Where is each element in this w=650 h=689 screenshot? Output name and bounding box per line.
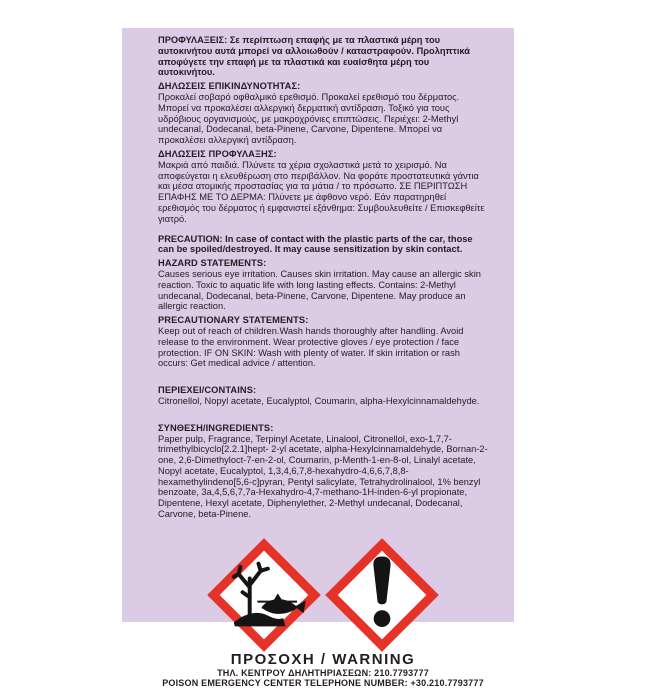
section-precautionary-statements-greek <box>158 149 488 225</box>
section-text: Keep out of reach of children.Wash hands thoroughly after handling. Avoid release to the environment. Wear protective gloves / eye protection / face protection. IF ON SKIN: Wash with plenty of water. If skin irritation or rash occurs: Get medical advice / attention. <box>158 325 464 369</box>
poison-center-phone-english: POISON EMERGENCY CENTER TELEPHONE NUMBER: +30.210.7793777 <box>162 678 484 689</box>
section-heading: PRECAUTIONARY STATEMENTS: <box>158 315 309 326</box>
section-text: ΠΡΟΦΥΛΑΞΕΙΣ: Σε περίπτωση επαφής με τα πλαστικά μέρη του αυτοκινήτου αυτά μπορεί να αλλοιωθούν / καταστραφούν. Προληπτικά αποφύγετε την επαφή με τα πλαστικά και ευαίσθητα μέρη του αυτοκινήτου. <box>158 35 470 78</box>
section-heading: ΣΥΝΘΕΣΗ/INGREDIENTS: <box>158 422 274 433</box>
section-heading: HAZARD STATEMENTS: <box>158 258 267 269</box>
section-text: Paper pulp, Fragrance, Terpinyl Acetate, Linalool, Citronellol, exo-1,7,7-trimethylbicyclo[2.2.1]hept- 2-yl acetate, alpha-Hexylcinnamaldehyde, Bornan-2-one, 2,6-Dimethyloct-7-en-2-ol, Coumarin, p-Menth-1-en-8-ol, Linalyl acetate, Nopyl acetate, Eucalyptol, 1,3,4,6,7,8-hexahydro-4,6,6,7,8,8-hexamethylindeno[5,6-c]pyran, Pentyl salicylate, Tetrahydrolinalool, 1% benzyl benzoate, 3a,4,5,6,7,7a-Hexahydro-4,7-methano-1H-inden-6-yl propionate, Dipentene, Hexyl acetate, Diphenylether, 2-Methyl undecanal, Dodecanal, Carvone, beta-Pinene. <box>158 433 488 520</box>
signal-word-warning: ΠΡΟΣΟΧΗ / WARNING <box>230 650 416 668</box>
section-heading: ΠΕΡΙΕΧΕΙ/CONTAINS: <box>158 385 257 396</box>
label-text-column <box>122 28 514 689</box>
section-heading: ΔΗΛΩΣΕΙΣ ΕΠΙΚΙΝΔΥΝΟΤΗΤΑΣ: <box>158 81 301 92</box>
ghs-pictogram-row <box>158 540 488 650</box>
section-hazard-statements-greek <box>158 81 488 146</box>
section-text: Citronellol, Nopyl acetate, Eucalyptol, Coumarin, alpha-Hexylcinnamaldehyde. <box>158 395 480 406</box>
section-hazard-statements-english <box>158 258 488 312</box>
section-text: Causes serious eye irritation. Causes skin irritation. May cause an allergic skin reaction. Toxic to aquatic life with long lasting effects. Contains: 2-Methyl undecanal, Dodecanal, beta-Pinene, Carvone, Dipentene. May produce an allergic reaction. <box>158 268 481 312</box>
section-contains <box>158 385 488 407</box>
poison-center-phone-greek: ΤΗΛ. ΚΕΝΤΡΟΥ ΔΗΛΗΤΗΡΙΑΣΕΩΝ: 210.7793777 <box>217 667 429 678</box>
section-text: Μακριά από παιδιά. Πλύνετε τα χέρια σχολαστικά μετά το χειρισμό. Να αποφεύγεται η ελευθέρωση στο περιβάλλον. Να φοράτε προστατευτικά γάντια και μέσα ατομικής προστασίας για τα μάτια / το πρόσωπο. ΣΕ ΠΕΡΙΠΤΩΣΗ ΕΠΑΦΗΣ ΜΕ ΤΟ ΔΕΡΜΑ: Πλύνετε με άφθονο νερό. Εάν παρατηρηθεί ερεθισμός του δέρματος ή εμφανιστεί εξάνθημα: Συμβουλευθείτε / Επισκεφθείτε γιατρό. <box>158 159 485 224</box>
section-precautionary-statements-english <box>158 315 488 369</box>
product-safety-label <box>122 28 514 689</box>
section-text: Προκαλεί σοβαρό οφθαλμικό ερεθισμό. Προκαλεί ερεθισμό του δέρματος. Μπορεί να προκαλέσει αλλεργική δερματική αντίδραση. Τοξικό για τους υδρόβιους οργανισμούς, με μακροχρόνιες επιπτώσεις. Περιέχει: 2-Methyl undecanal, Dodecanal, beta-Pinene, Carvone, Dipentene. Μπορεί να προκαλέσει αλλεργική αντίδραση. <box>158 91 460 146</box>
section-heading: ΔΗΛΩΣΕΙΣ ΠΡΟΦΥΛΑΞΗΣ: <box>158 148 277 159</box>
section-precautions-greek <box>158 35 488 78</box>
ghs07-exclamation-mark-icon <box>327 540 437 650</box>
section-ingredients <box>158 423 488 520</box>
ghs09-environment-hazard-icon <box>209 540 319 650</box>
section-text: PRECAUTION: In case of contact with the plastic parts of the car, those can be spoiled/destroyed. It may cause sensitization by skin contact. <box>158 233 473 255</box>
section-precaution-english <box>158 234 488 256</box>
